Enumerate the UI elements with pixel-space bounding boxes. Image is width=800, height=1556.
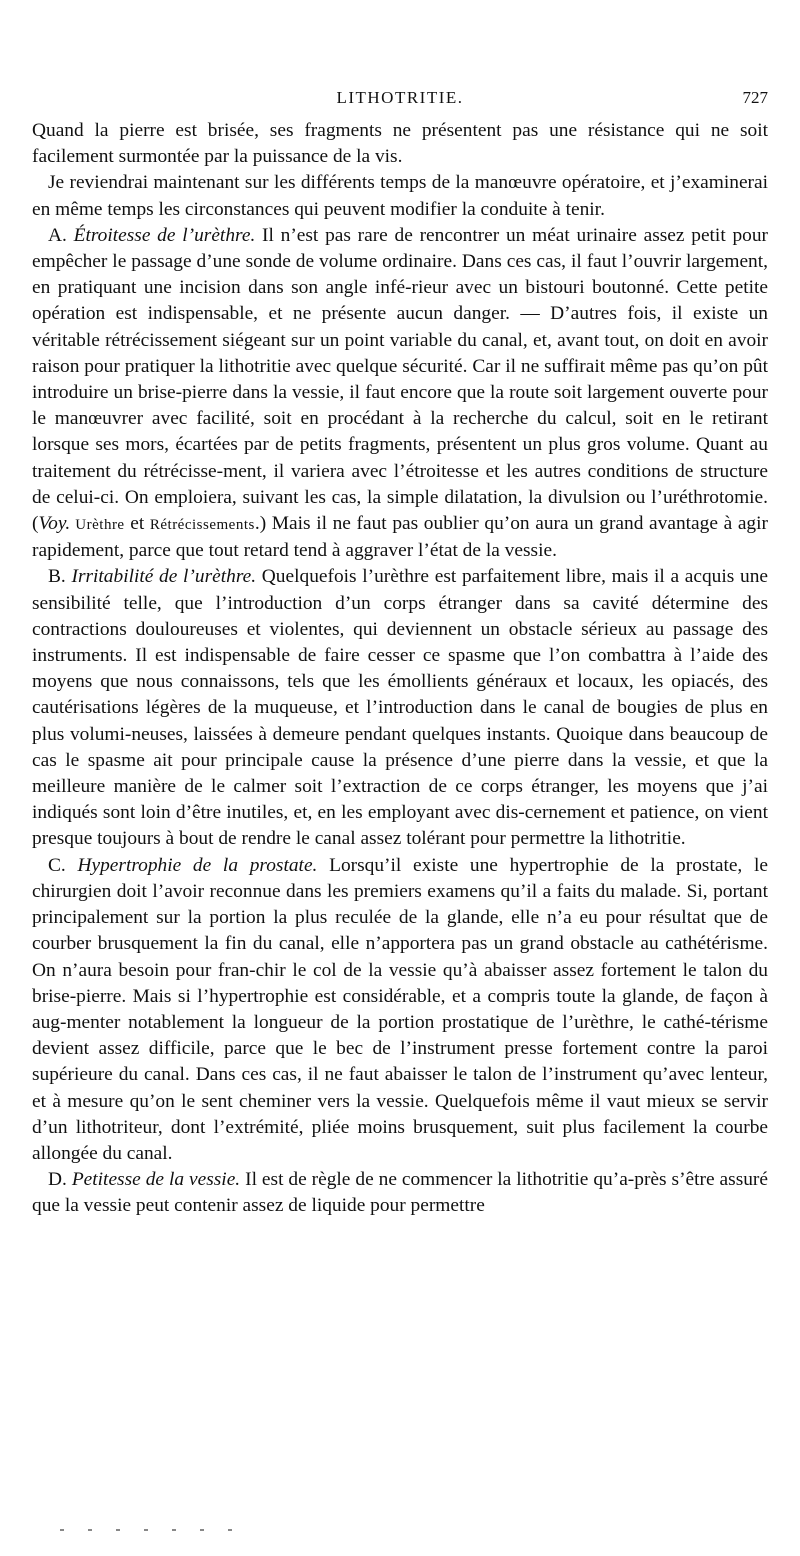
speck: [116, 1529, 120, 1531]
cross-ref-retrecissements: Rétrécissements: [149, 517, 255, 534]
section-text: Il est de règle de ne commencer la lithotritie qu’a-près s’être assuré que la vessie peut contenir assez de liquide pour permettre: [32, 1169, 768, 1217]
section-heading: Étroitesse de l’urèthre.: [73, 224, 256, 246]
paragraph-text: Quand la pierre est brisée, ses fragments ne présentent pas une résistance qui ne soit facilement surmontée par la puissance de la vis.: [32, 120, 768, 168]
section-letter: A.: [48, 224, 67, 246]
section-c-prostate-hypertrophy: [32, 853, 768, 1167]
print-specks: [60, 1518, 380, 1524]
section-text-continued: .) Mais il ne faut pas oublier qu’on aura un grand avantage à agir rapidement, parce que tout retard tend à aggraver l’état de la vessie.: [32, 513, 768, 562]
section-heading: Petitesse de la vessie.: [71, 1169, 241, 1191]
speck: [228, 1529, 232, 1531]
section-b-irritable-urethra: [32, 564, 768, 852]
section-heading: Hypertrophie de la prostate.: [77, 854, 318, 876]
paragraph-stone-fragments: [32, 118, 768, 170]
section-a-narrow-urethra: [32, 223, 768, 565]
speck: [144, 1529, 148, 1531]
speck: [88, 1529, 92, 1531]
speck: [200, 1529, 204, 1531]
cross-ref-conjunction: et: [124, 513, 150, 535]
section-heading: Irritabilité de l’urèthre.: [71, 566, 257, 588]
paragraph-operative-steps: [32, 170, 768, 222]
speck: [60, 1529, 64, 1531]
book-page: [32, 88, 768, 1220]
section-text: Quelquefois l’urèthre est parfaitement libre, mais il a acquis une sensibilité telle, que l’introduction d’un corps étranger dans sa cavité détermine des contractions douloureuses et violentes, qui deviennent un obstacle sérieux au passage des instruments. Il est indispensable de faire cesser ce spasme que l’on combattra à l’aide des moyens que nous connaissons, tels que les émollients généraux et locaux, les opiacés, des cautérisations légères de la muqueuse, et l’introduction dans le canal de bougies de plus en plus volumi-neuses, laissées à demeure pendant quelques instants. Quoique dans beaucoup de cas le spasme ait pour principale cause la présence d’une pierre dans la vessie, et que la meilleure manière de le calmer soit l’extraction de ce corps étranger, les moyens que j’ai indiqués sont loin d’être inutiles, et, en les employant avec dis-cernement et patience, on vient presque toujours à bout de rendre le canal assez tolérant pour permettre la lithotritie.: [32, 566, 768, 850]
cross-ref-urethre: Urèthre: [70, 517, 125, 534]
section-text: Lorsqu’il existe une hypertrophie de la prostate, le chirurgien doit l’avoir reconnue dans les premiers examens qu’il a faits du malade. Si, portant principalement sur la portion la plus reculée de la glande, elle n’a eu pour résultat que de courber brusquement la fin du canal, elle n’apportera pas un grand obstacle au cathétérisme. On n’aura besoin pour fran-chir le col de la vessie qu’à abaisser assez fortement le talon du brise-pierre. Mais si l’hypertrophie est considérable, et a compris toute la glande, de façon à aug-menter notablement la longueur de la portion prostatique de l’urèthre, le cathé-térisme devient assez difficile, parce que le bec de l’instrument presse fortement contre la paroi supérieure du canal. Dans ces cas, il ne faut abaisser le talon de l’instrument qu’avec lenteur, et à mesure qu’on le sent cheminer vers la vessie. Quelquefois même il vaut mieux se servir d’un lithotriteur, dont l’extrémité, pliée moins brusquement, suit plus facilement la courbe allongée du canal.: [32, 854, 768, 1164]
paragraph-text: Je reviendrai maintenant sur les différents temps de la manœuvre opératoire, et j’examinerai en même temps les circonstances qui peuvent modifier la conduite à tenir.: [32, 172, 768, 220]
section-d-small-bladder: [32, 1167, 768, 1219]
section-letter: B.: [48, 566, 66, 588]
page-number: 727: [742, 88, 768, 107]
running-title: LITHOTRITIE.: [336, 88, 464, 107]
section-letter: C.: [48, 854, 66, 876]
running-head: [32, 88, 768, 118]
section-letter: D.: [48, 1169, 67, 1191]
section-text: Il n’est pas rare de rencontrer un méat urinaire assez petit pour empêcher le passage d’une sonde de volume ordinaire. Dans ces cas, il faut l’ouvrir largement, en pratiquant une incision dans son angle infé-rieur avec un bistouri boutonné. Cette petite opération est indispensable, et ne présente aucun danger. — D’autres fois, il existe un véritable rétrécissement siégeant sur un point variable du canal, et, avant tout, on doit en avoir raison pour pratiquer la lithotritie avec quelque sécurité. Car il ne suffirait même pas qu’on pût introduire un brise-pierre dans la vessie, il faut encore que la route soit largement ouverte pour le manœuvrer avec facilité, soit en procédant à la recherche du calcul, soit en le retirant lorsque ses mors, écartées par de petits fragments, présentent un plus gros volume. Quant au traitement du rétrécisse-ment, il variera avec l’étroitesse et les autres conditions de structure de celui-ci. On emploiera, suivant les cas, la simple dilatation, la divulsion ou l’uréthrotomie. (: [32, 224, 768, 535]
cross-ref-voy: Voy.: [38, 513, 71, 535]
speck: [172, 1529, 176, 1531]
